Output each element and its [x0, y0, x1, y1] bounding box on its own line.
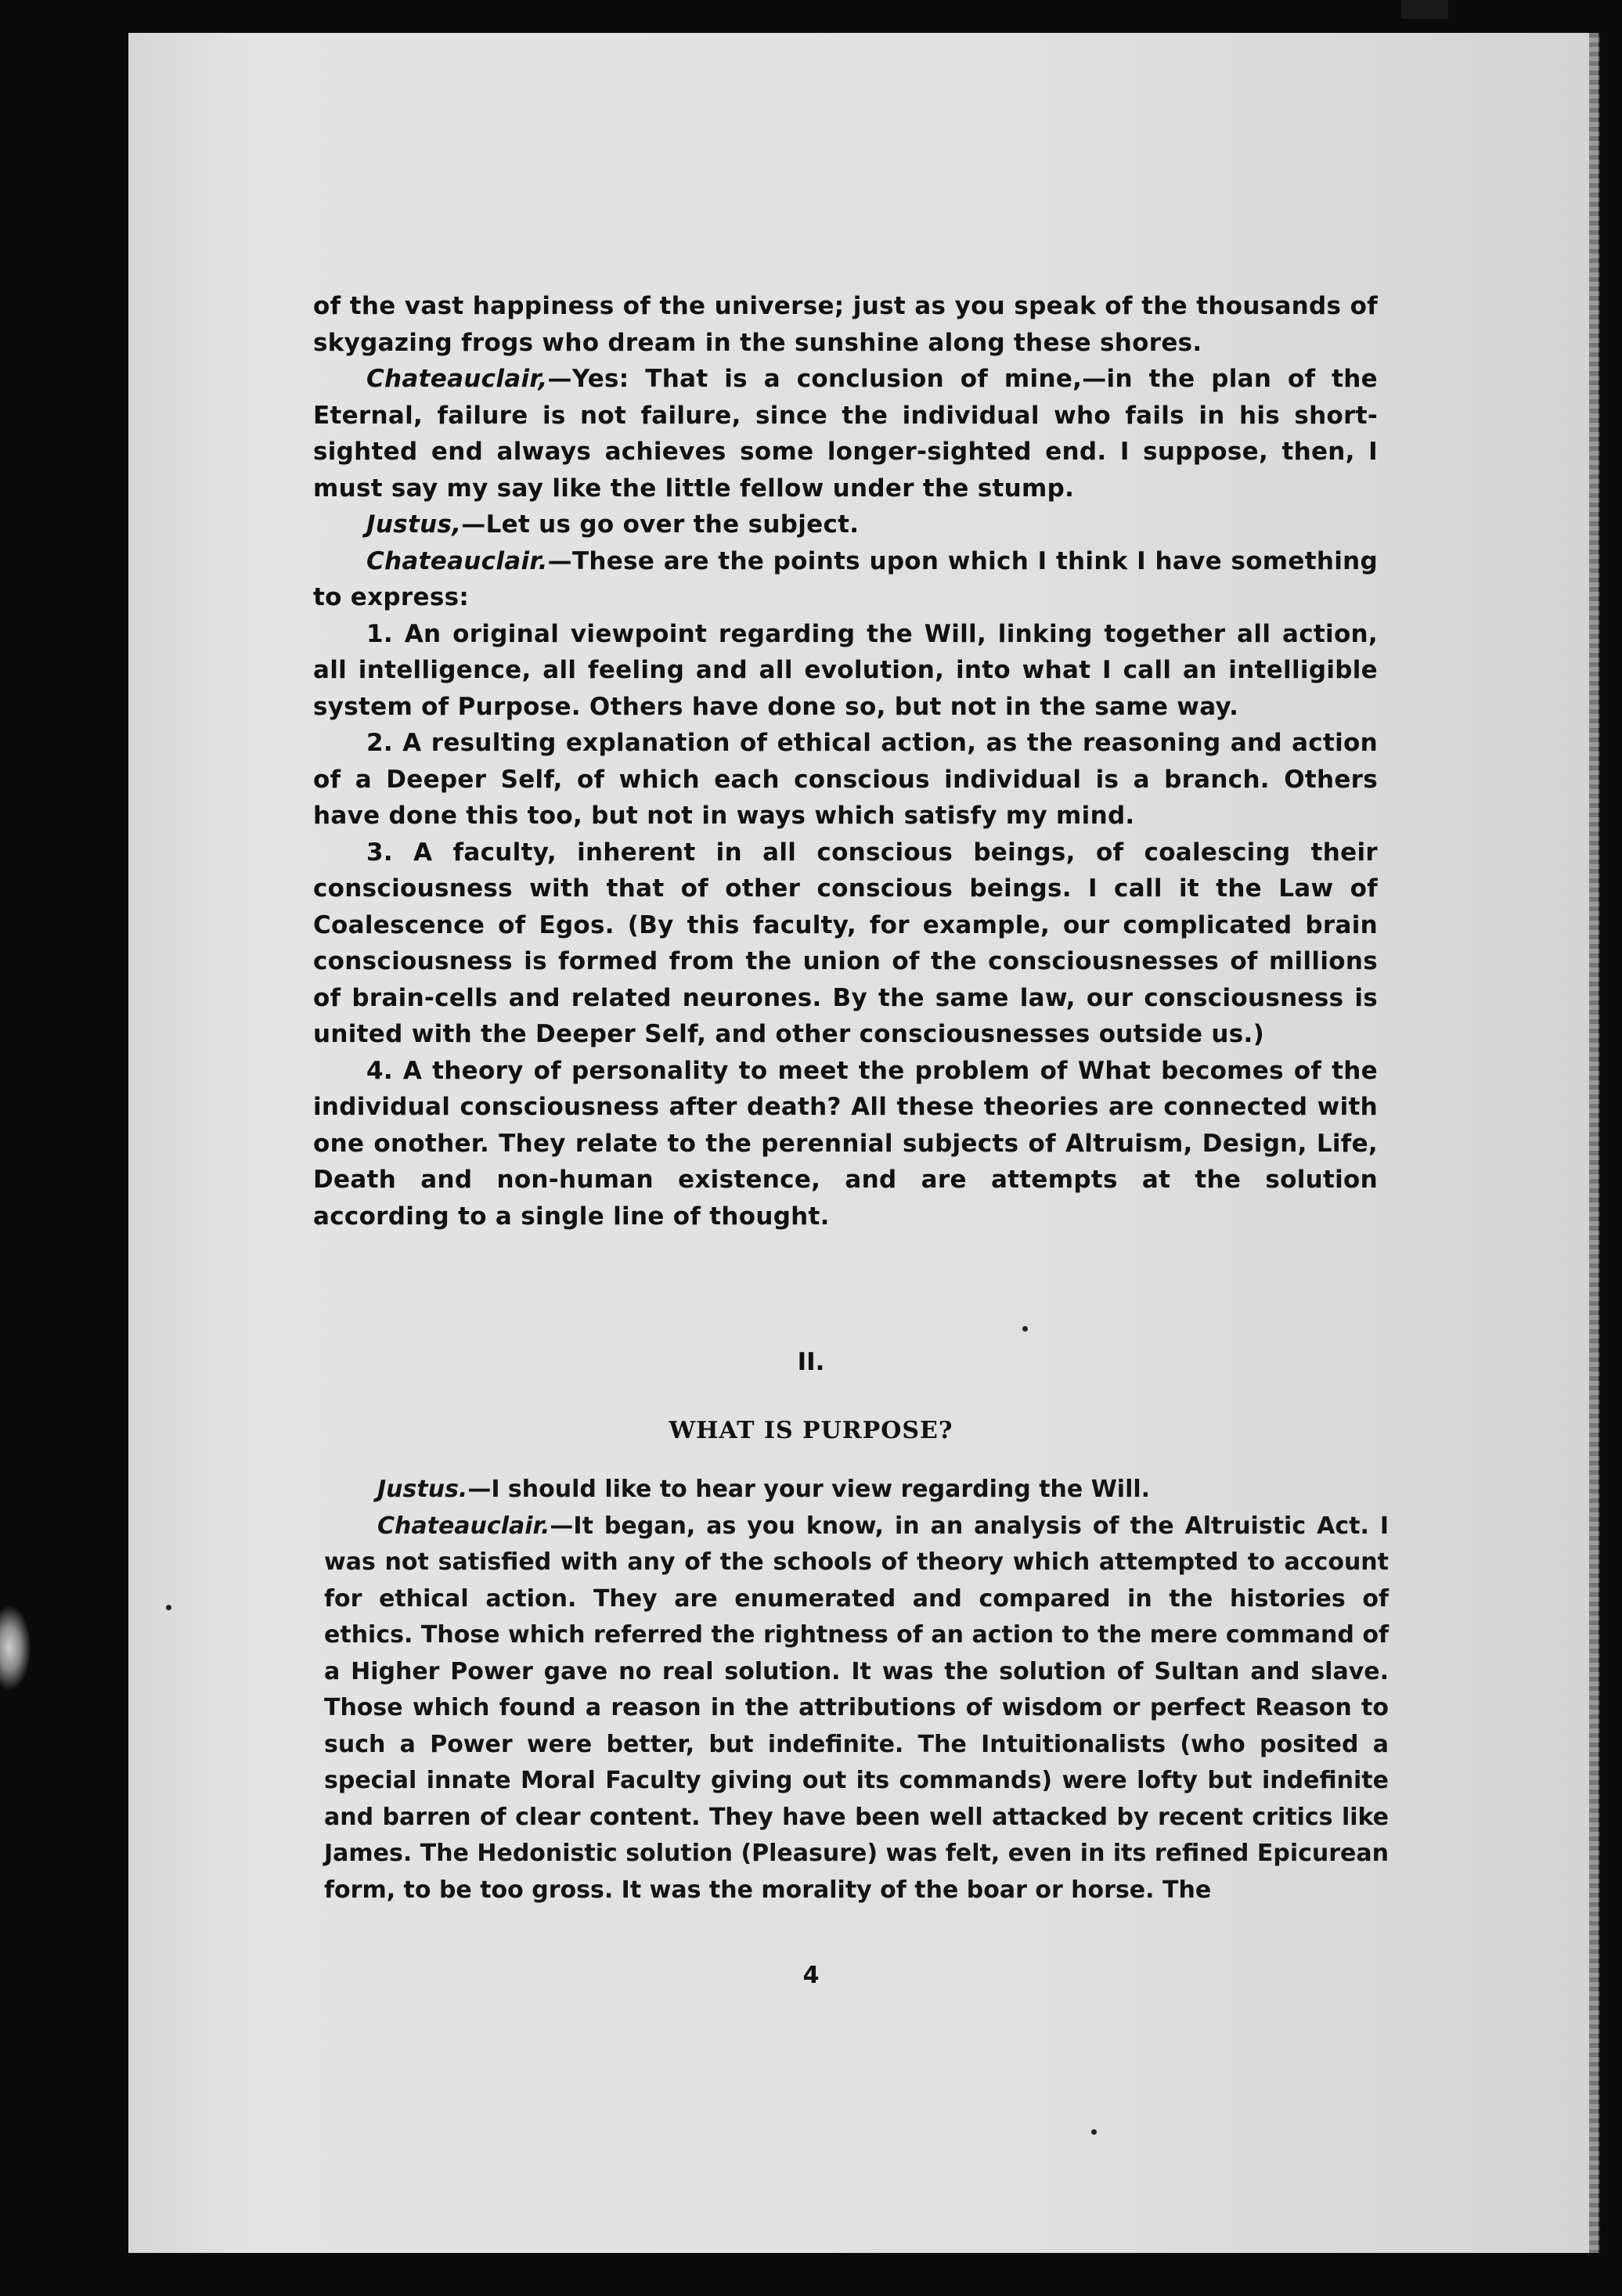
speech-text: —I should like to hear your view regarding the Will.: [467, 1476, 1151, 1503]
dialogue-section-one: [313, 288, 1378, 1235]
speaker-name: Justus,: [366, 510, 462, 539]
speech-text: —Yes: That is a conclusion of mine,—in the plan of the Eternal, failure is not failure, since the individual who fails in his short-sighted end always achieves some longer-sighted end. I suppose, then, I must say my say like the little fellow under the stump.: [313, 365, 1378, 503]
speech-text: —Let us go over the subject.: [461, 510, 860, 539]
point-two: 2. A resulting explanation of ethical action, as the reasoning and action of a Deeper Self, of which each conscious individual is a branch. Others have done this too, but not in ways which satisfy my mind.: [313, 729, 1378, 830]
point-four: 4. A theory of personality to meet the problem of What becomes of the individual consciousness after death? All these theories are connected with one onother. They relate to the perennial subjects of Altruism, Design, Life, Death and non-human existence, and are attempts at the solution according to a single line of thought.: [313, 1056, 1378, 1231]
paragraph-chateauclair-1: [313, 361, 1378, 506]
speech-text: —These are the points upon which I think I have something to express:: [313, 546, 1378, 611]
paragraph-continuation: of the vast happiness of the universe; just as you speak of the thousands of skygazing frogs who dream in the sunshine along these shores.: [313, 292, 1378, 357]
page-number: 4: [802, 1962, 820, 1989]
scan-corner-artifact: [1401, 0, 1448, 19]
paragraph-chateauclair-2: [313, 543, 1378, 616]
scan-artifact: [0, 1605, 31, 1691]
speaker-name: Chateauclair.: [377, 1512, 550, 1540]
section-title: WHAT IS PURPOSE?: [669, 1417, 953, 1444]
ink-speck: [1091, 2129, 1097, 2135]
speech-text: —It began, as you know, in an analysis of the Altruistic Act. I was not satisfied with any of the schools of theory which attempted to account for ethical action. They are enumerated and compared in the histories of ethics. Those which referred the rightness of an action to the mere command of a Higher Power gave no real solution. It was the solution of Sultan and slave. Those which found a reason in the attributions of wisdom or perfect Reason to such a Power were better, but indefinite. The Intuitionalists (who posited a special innate Moral Faculty giving out its commands) were lofty but indefinite and barren of clear content. They have been well attacked by recent critics like James. The Hedonistic solution (Pleasure) was felt, even in its refined Epicurean form, to be too gross. It was the morality of the boar or horse. The: [324, 1512, 1389, 1904]
page-binding-edge: [1589, 33, 1600, 2253]
speaker-name: Chateauclair.: [366, 546, 548, 575]
speaker-name: Chateauclair,: [366, 365, 548, 393]
ink-speck: [166, 1605, 171, 1610]
section-number: II.: [797, 1348, 825, 1376]
paragraph-chateauclair-3: [324, 1508, 1389, 1909]
dialogue-section-two: [324, 1472, 1389, 1909]
ink-speck: [1022, 1326, 1028, 1332]
speaker-name: Justus.: [377, 1476, 468, 1503]
paragraph-justus-1: [313, 506, 1378, 543]
paragraph-justus-2: [324, 1472, 1389, 1508]
point-three: 3. A faculty, inherent in all conscious beings, of coalescing their consciousness with that of other conscious beings. I call it the Law of Coalescence of Egos. (By this faculty, for example, our complicated brain consciousness is formed from the union of the consciousnesses of millions of brain-cells and related neurones. By the same law, our consciousness is united with the Deeper Self, and other consciousnesses outside us.): [313, 838, 1378, 1048]
point-one: 1. An original viewpoint regarding the Will, linking together all action, all intelligence, all feeling and all evolution, into what I call an intelligible system of Purpose. Others have done so, but not in the same way.: [313, 619, 1378, 721]
